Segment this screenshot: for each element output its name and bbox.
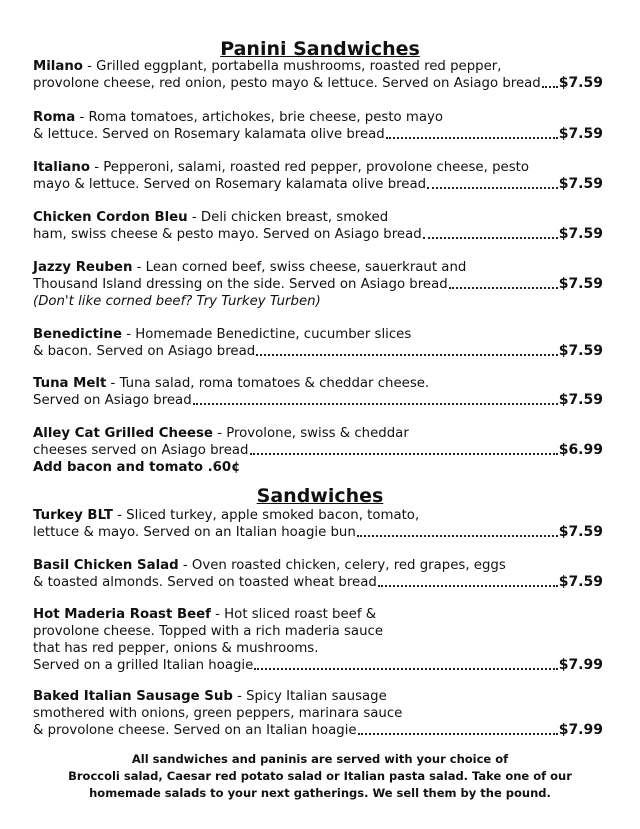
item-desc: - Roma tomatoes, artichokes, brie cheese, pesto mayo — [79, 110, 444, 125]
item-name: Benedictine — [33, 327, 122, 342]
dot-leader — [358, 733, 558, 735]
dot-leader — [357, 535, 558, 537]
item-desc: - Tuna salad, roma tomatoes & cheddar cheese. — [110, 376, 430, 391]
item-price: $7.59 — [558, 343, 603, 359]
item-price: $7.99 — [558, 657, 603, 673]
item-desc: - Oven roasted chicken, celery, red grapes, eggs — [182, 558, 506, 573]
dot-leader — [542, 86, 558, 88]
dot-leader — [449, 287, 558, 289]
menu-item-baked-italian-sausage-sub — [33, 688, 603, 739]
item-desc: lettuce & mayo. Served on an Italian hoagie bun — [33, 525, 356, 540]
item-desc: & provolone cheese. Served on an Italian hoagie — [33, 723, 357, 738]
item-desc: mayo & lettuce. Served on Rosemary kalamata olive bread — [33, 177, 427, 192]
item-price: $7.59 — [558, 524, 603, 540]
menu-item-italiano — [33, 159, 603, 193]
item-desc: Served on a grilled Italian hoagie — [33, 658, 254, 673]
item-name: Roma — [33, 110, 76, 125]
menu-item-roma — [33, 109, 603, 143]
menu-item-tuna-melt — [33, 375, 603, 409]
item-price: $7.59 — [558, 226, 603, 242]
item-desc: - Deli chicken breast, smoked — [191, 210, 389, 225]
menu-item-turkey-blt — [33, 507, 603, 541]
dot-leader — [256, 354, 558, 356]
item-price: $7.59 — [558, 75, 603, 91]
item-desc: ham, swiss cheese & pesto mayo. Served on Asiago bread — [33, 227, 422, 242]
item-desc: - Sliced turkey, apple smoked bacon, tomato, — [117, 508, 420, 523]
sandwiches-section-title: Sandwiches — [256, 485, 384, 507]
item-desc: that has red pepper, onions & mushrooms. — [33, 641, 319, 656]
dot-leader — [193, 403, 558, 405]
dot-leader — [427, 187, 558, 189]
item-name: Alley Cat Grilled Cheese — [33, 426, 213, 441]
item-desc: - Grilled eggplant, portabella mushrooms, roasted red pepper, — [87, 59, 502, 74]
item-desc: provolone cheese. Topped with a rich maderia sauce — [33, 624, 383, 639]
item-desc: Served on Asiago bread — [33, 393, 192, 408]
menu-item-milano — [33, 58, 603, 92]
dot-leader — [423, 237, 558, 239]
item-desc: provolone cheese, red onion, pesto mayo & lettuce. Served on Asiago bread — [33, 76, 541, 91]
item-note: (Don't like corned beef? Try Turkey Turben) — [33, 294, 321, 309]
menu-item-hot-maderia-roast-beef — [33, 606, 603, 674]
footer-line: All sandwiches and paninis are served with your choice of — [131, 752, 509, 766]
item-name: Hot Maderia Roast Beef — [33, 607, 211, 622]
item-name: Tuna Melt — [33, 376, 107, 391]
item-price: $7.59 — [558, 574, 603, 590]
item-name: Milano — [33, 59, 83, 74]
item-desc: & bacon. Served on Asiago bread — [33, 344, 256, 359]
menu-item-chicken-cordon-bleu — [33, 209, 603, 243]
item-desc: cheeses served on Asiago bread — [33, 443, 249, 458]
dot-leader — [386, 137, 558, 139]
menu-item-jazzy-reuben — [33, 259, 603, 310]
item-price: $7.59 — [558, 176, 603, 192]
item-name: Basil Chicken Salad — [33, 558, 179, 573]
footer-line: homemade salads to your next gatherings. We sell them by the pound. — [89, 786, 551, 800]
item-desc: - Homemade Benedictine, cucumber slices — [126, 327, 412, 342]
item-price: $6.99 — [558, 442, 603, 458]
menu-item-benedictine — [33, 326, 603, 360]
item-desc: - Pepperoni, salami, roasted red pepper, provolone cheese, pesto — [94, 160, 529, 175]
item-desc: & lettuce. Served on Rosemary kalamata olive bread — [33, 127, 385, 142]
item-price: $7.59 — [558, 276, 603, 292]
item-name: Jazzy Reuben — [33, 260, 133, 275]
item-name: Turkey BLT — [33, 508, 113, 523]
item-price: $7.99 — [558, 722, 603, 738]
item-desc: - Spicy Italian sausage — [237, 689, 387, 704]
dot-leader — [378, 585, 558, 587]
dot-leader — [250, 453, 558, 455]
menu-item-basil-chicken-salad — [33, 557, 603, 591]
item-desc: - Lean corned beef, swiss cheese, sauerkraut and — [136, 260, 467, 275]
item-name: Chicken Cordon Bleu — [33, 210, 188, 225]
item-price: $7.59 — [558, 392, 603, 408]
item-desc: & toasted almonds. Served on toasted wheat bread — [33, 575, 377, 590]
item-name: Baked Italian Sausage Sub — [33, 689, 233, 704]
sides-footer-note — [40, 751, 600, 802]
item-desc: Thousand Island dressing on the side. Served on Asiago bread — [33, 277, 448, 292]
footer-line: Broccoli salad, Caesar red potato salad or Italian pasta salad. Take one of our — [68, 769, 572, 783]
item-addon: Add bacon and tomato .60¢ — [33, 460, 241, 475]
item-price: $7.59 — [558, 126, 603, 142]
item-desc: smothered with onions, green peppers, marinara sauce — [33, 706, 403, 721]
item-name: Italiano — [33, 160, 90, 175]
panini-section-title: Panini Sandwiches — [220, 38, 420, 60]
dot-leader — [254, 668, 557, 670]
item-desc: - Provolone, swiss & cheddar — [217, 426, 409, 441]
item-desc: - Hot sliced roast beef & — [215, 607, 377, 622]
menu-item-alley-cat-grilled-cheese — [33, 425, 603, 476]
